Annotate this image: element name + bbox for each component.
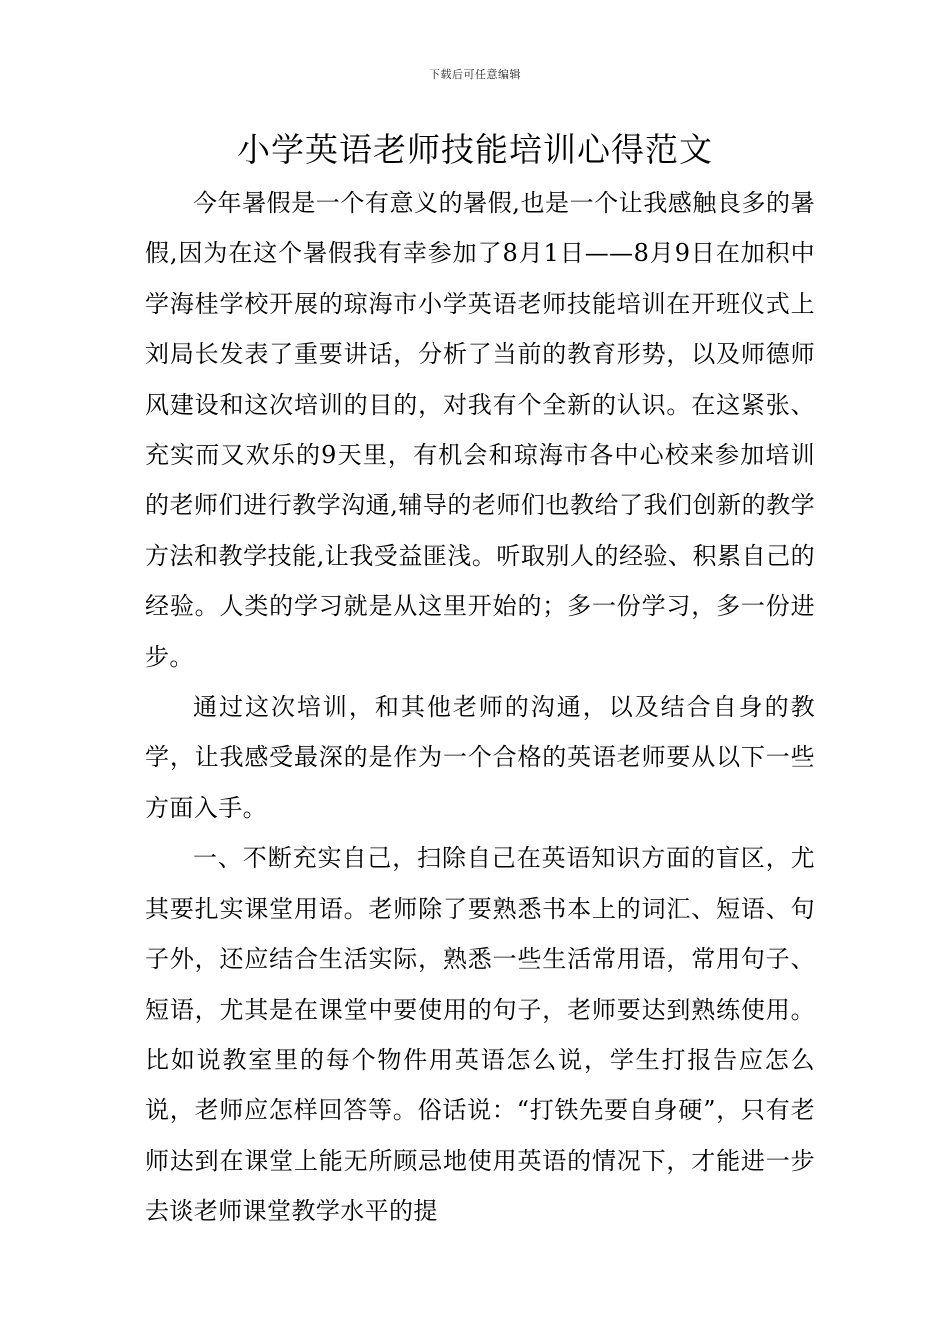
paragraph-3: 一、不断充实自己，扫除自己在英语知识方面的盲区，尤其要扎实课堂用语。老师除了要熟悉书本上的词汇、短语、句子外，还应结合生活实际，熟悉一些生活常用语，常用句子、短语，尤其是在课堂中要使用的句子，老师要达到熟练使用。比如说教室里的每个物件用英语怎么说，学生打报告应怎么说，老师应怎样回答等。俗话说：“打铁先要自身硬”，只有老师达到在课堂上能无所顾忌地使用英语的情况下，才能进一步去谈老师课堂教学水平的提 <box>145 844 815 1226</box>
paragraph-2: 通过这次培训，和其他老师的沟通，以及结合自身的教学，让我感受最深的是作为一个合格的英语老师要从以下一些方面入手。 <box>145 693 815 822</box>
paragraph-1: 今年暑假是一个有意义的暑假,也是一个让我感触良多的暑假,因为在这个暑假我有幸参加了8月1日——8月9日在加积中学海桂学校开展的琼海市小学英语老师技能培训在开班仪式上刘局长发表了重要讲话，分析了当前的教育形势，以及师德师风建设和这次培训的目的，对我有个全新的认识。在这紧张、充实而又欢乐的9天里，有机会和琼海市各中心校来参加培训的老师们进行教学沟通,辅导的老师们也教给了我们创新的教学方法和教学技能,让我受益匪浅。听取别人的经验、积累自己的经验。人类的学习就是从这里开始的；多一份学习，多一份进步。 <box>145 189 815 671</box>
document-body <box>145 178 815 1237</box>
header-note: 下载后可任意编辑 <box>429 68 521 81</box>
document-title: 小学英语老师技能培训心得范文 <box>237 130 713 169</box>
